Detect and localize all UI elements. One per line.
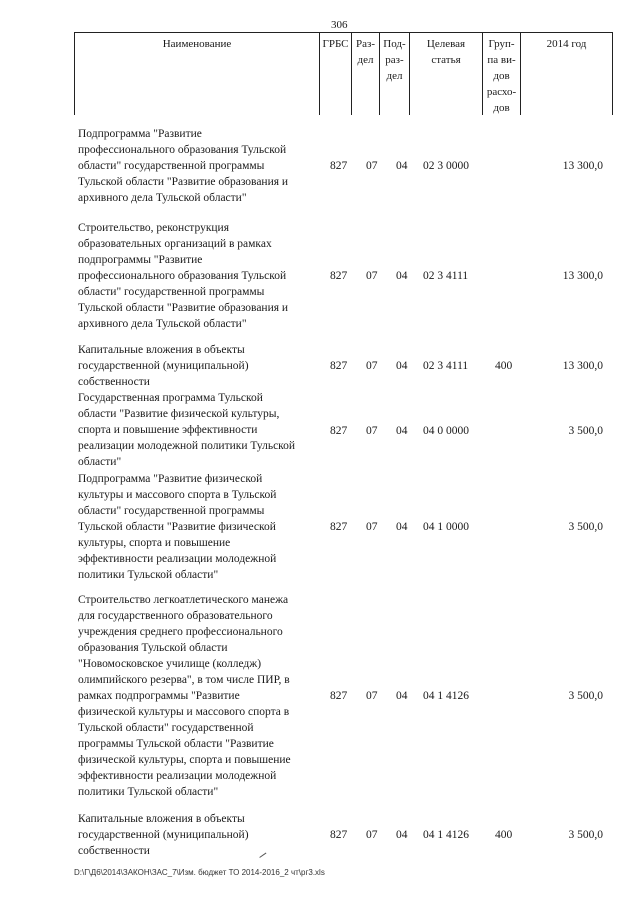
header-grbs: ГРБС [320,33,352,115]
table-row [74,126,611,208]
row-razdel: 07 [366,360,378,372]
row-grbs: 827 [330,425,348,437]
row-sum: 13 300,0 [562,270,603,282]
row-grbs: 827 [330,270,348,282]
row-vid: 400 [495,829,513,841]
row-name: Подпрограмма "Развитие физической культуры и массового спорта в Тульской области" государственной программы Тульской области "Развитие физической культуры, спорта и повышение эффективности реализации молодежной политики Тульской области" [78,473,277,581]
row-name: Строительство, реконструкция образовательных организаций в рамках подпрограммы "Развитие профессионального образования Тульской области" государственной программы Тульской области "Развитие образования и архивного дела Тульской области" [78,222,289,330]
row-name: Капитальные вложения в объекты государственной (муниципальной) собственности [78,344,249,388]
row-razdel: 07 [366,521,378,533]
row-grbs: 827 [330,521,348,533]
table-row [74,592,611,802]
row-sum: 3 500,0 [568,690,603,702]
header-podrazdel: Под- раз- дел [380,33,410,115]
row-sum: 3 500,0 [568,829,603,841]
row-sum: 13 300,0 [562,160,603,172]
table-row [74,811,611,859]
header-celevaya: Целевая статья [410,33,483,115]
row-sum: 3 500,0 [568,425,603,437]
row-podrazdel: 04 [396,521,408,533]
row-celevaya: 02 3 4111 [423,360,469,372]
row-celevaya: 02 3 0000 [423,160,469,172]
row-sum: 13 300,0 [562,360,603,372]
row-celevaya: 04 1 0000 [423,521,469,533]
row-grbs: 827 [330,360,348,372]
row-celevaya: 04 0 0000 [423,425,469,437]
row-razdel: 07 [366,690,378,702]
row-podrazdel: 04 [396,425,408,437]
row-razdel: 07 [366,425,378,437]
row-celevaya: 04 1 4126 [423,829,469,841]
row-podrazdel: 04 [396,829,408,841]
header-gruppa: Груп- па ви- дов расхо- дов [483,33,521,115]
row-name: Государственная программа Тульской области "Развитие физической культуры, спорта и повышение эффективности реализации молодежной политики Тульской области" [78,392,296,468]
row-podrazdel: 04 [396,270,408,282]
row-sum: 3 500,0 [568,521,603,533]
row-razdel: 07 [366,160,378,172]
row-grbs: 827 [330,160,348,172]
header-year: 2014 год [546,38,587,50]
header-razdel: Раз- дел [352,33,380,115]
table-row [74,471,611,585]
row-name: Строительство легкоатлетического манежа для государственного образовательного учреждения среднего профессионального образования Тульской области "Новомосковское училище (колледж) олимпийского резерва", в том числе ПИР, в рамках подпрограммы "Развитие физической культуры и массового спорта в Тульской области" государственной программы Тульской области "Развитие физической культуры, спорта и повышение эффективности реализации молодежной политики Тульской области" [78,594,291,798]
row-razdel: 07 [366,270,378,282]
table-header [74,32,613,115]
row-name: Подпрограмма "Развитие профессионального образования Тульской области" государственной программы Тульской области "Развитие образования и архивного дела Тульской области" [78,128,289,204]
row-podrazdel: 04 [396,360,408,372]
row-razdel: 07 [366,829,378,841]
row-grbs: 827 [330,690,348,702]
row-celevaya: 02 3 4111 [423,270,469,282]
table-row [74,390,611,472]
table-row [74,220,611,334]
row-name: Капитальные вложения в объекты государственной (муниципальной) собственности [78,813,249,857]
row-podrazdel: 04 [396,160,408,172]
row-podrazdel: 04 [396,690,408,702]
row-vid: 400 [495,360,513,372]
table-row [74,342,611,390]
header-name: Наименование [75,33,320,115]
footer-file-path: D:\Г\Д6\2014\ЗАКОН\ЗАС_7\Изм. бюджет ТО 2014-2016_2 чт\рг3.xls [74,868,325,877]
page-number: 306 [331,19,348,31]
row-celevaya: 04 1 4126 [423,690,469,702]
row-grbs: 827 [330,829,348,841]
